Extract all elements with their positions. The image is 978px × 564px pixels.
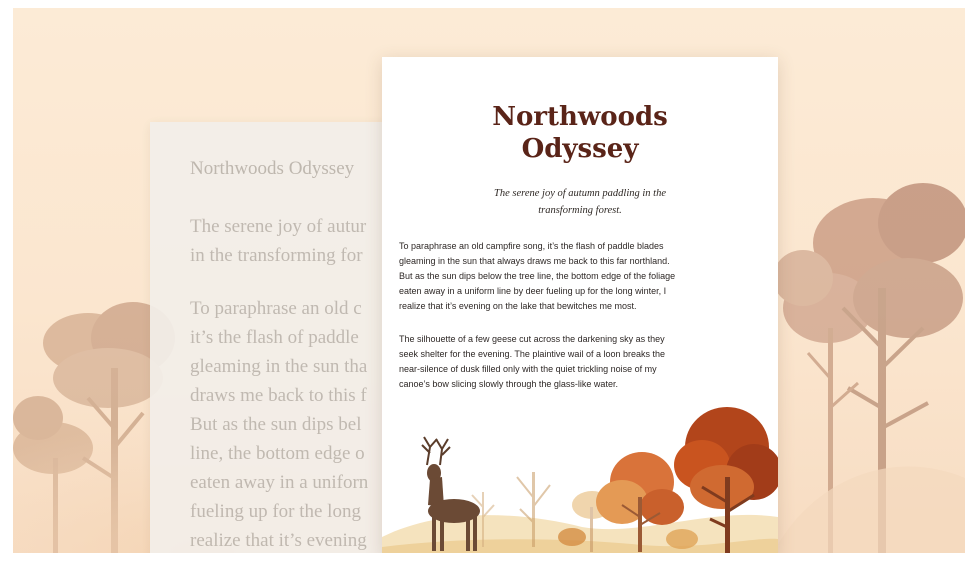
article-subtitle: The serene joy of autumn paddling in the transforming forest. (494, 188, 666, 216)
deer-forest-illustration (382, 387, 778, 553)
article-paragraph-1: To paraphrase an old campfire song, it’s the flash of paddle blades gleaming in the sun that always draws me back to this far northland. But as the sun dips below the tree line, the bottom edge of the foliage eaten away in a uniform line by deer fueling up for the long winter, I realize that it’s evening on the lake that bewitches me most. (399, 241, 676, 311)
article-title: Northwoods Odyssey (492, 102, 668, 164)
background-page-preview (150, 122, 410, 553)
back-page-subtitle: The serene joy of autur in the transforming for (190, 216, 367, 266)
document-preview-scene (13, 8, 965, 553)
back-page-title: Northwoods Odyssey (190, 158, 355, 179)
back-page-body: To paraphrase an old c it’s the flash of paddle gleaming in the sun tha draws me back to this f But as the sun dips bel line, the bottom edge o eaten away in a uniforn fueling up for the long realize that it’s evening (190, 298, 369, 551)
front-page-preview (382, 57, 778, 553)
article-paragraph-2: The silhouette of a few geese cut across the darkening sky as they seek shelter for the evening. The plaintive wail of a loon breaks the near-silence of dusk filled only with the quiet trickling noise of my canoe’s bow slicing slowly through the glass-like water. (399, 334, 665, 389)
